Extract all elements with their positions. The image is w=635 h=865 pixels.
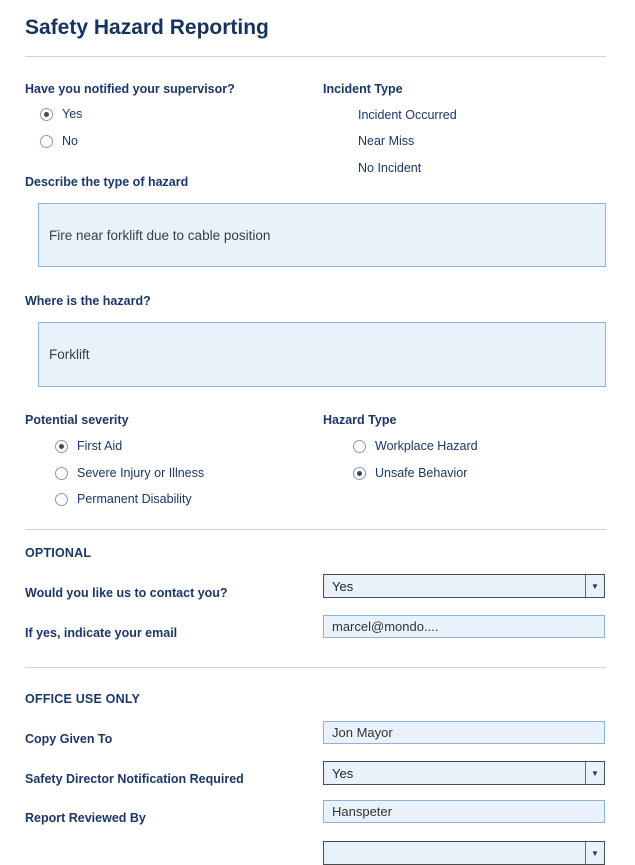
severity-option-first-aid[interactable] [55, 439, 122, 453]
severity-option-severe-injury[interactable] [55, 466, 204, 480]
radio-icon[interactable] [353, 467, 366, 480]
email-label: If yes, indicate your email [25, 626, 178, 640]
radio-icon[interactable] [55, 493, 68, 506]
optional-section-heading: OPTIONAL [25, 546, 92, 560]
radio-label: Severe Injury or Illness [77, 466, 205, 480]
report-reviewed-by-input[interactable] [323, 800, 605, 823]
partial-bottom-select[interactable] [323, 841, 605, 865]
select-value: Yes [332, 765, 354, 781]
hazard-description-label: Describe the type of hazard [25, 175, 189, 189]
email-input[interactable] [323, 615, 605, 638]
supervisor-option-no[interactable] [40, 134, 78, 148]
divider [25, 56, 606, 57]
hazard-location-field[interactable] [38, 322, 606, 387]
supervisor-option-yes[interactable] [40, 107, 82, 121]
radio-icon[interactable] [40, 135, 53, 148]
incident-option-no-incident[interactable]: No Incident [358, 161, 422, 175]
radio-label: No [62, 134, 78, 148]
chevron-down-icon: ▼ [585, 762, 604, 784]
contact-question-label: Would you like us to contact you? [25, 586, 228, 600]
radio-icon[interactable] [55, 467, 68, 480]
chevron-down-icon: ▼ [585, 842, 604, 864]
hazard-type-label: Hazard Type [323, 413, 397, 427]
director-notification-label: Safety Director Notification Required [25, 772, 244, 786]
supervisor-question-label: Have you notified your supervisor? [25, 82, 235, 96]
hazard-location-value: Forklift [49, 347, 90, 362]
divider [25, 667, 606, 668]
divider [25, 529, 606, 530]
copy-given-to-input[interactable] [323, 721, 605, 744]
radio-label: Permanent Disability [77, 492, 192, 506]
page-title: Safety Hazard Reporting [25, 16, 269, 39]
radio-label: Workplace Hazard [375, 439, 478, 453]
radio-icon[interactable] [55, 440, 68, 453]
hazard-description-value: Fire near forklift due to cable position [49, 227, 271, 243]
contact-select[interactable] [323, 574, 605, 598]
copy-given-to-label: Copy Given To [25, 732, 113, 746]
hazard-location-label: Where is the hazard? [25, 294, 151, 308]
office-section-heading: OFFICE USE ONLY [25, 692, 141, 706]
chevron-down-icon: ▼ [585, 575, 604, 597]
incident-type-label: Incident Type [323, 82, 403, 96]
hazard-type-option-workplace[interactable] [353, 439, 478, 453]
select-value: Yes [332, 578, 354, 594]
radio-icon[interactable] [40, 108, 53, 121]
severity-label: Potential severity [25, 413, 129, 427]
incident-option-occurred[interactable]: Incident Occurred [358, 108, 457, 122]
hazard-description-field[interactable] [38, 203, 606, 267]
radio-icon[interactable] [353, 440, 366, 453]
incident-option-near-miss[interactable]: Near Miss [358, 134, 415, 148]
hazard-type-option-unsafe-behavior[interactable] [353, 466, 467, 480]
radio-label: Yes [62, 107, 83, 121]
severity-option-permanent-disability[interactable] [55, 492, 192, 506]
radio-label: First Aid [77, 439, 123, 453]
radio-label: Unsafe Behavior [375, 466, 468, 480]
report-reviewed-by-label: Report Reviewed By [25, 811, 146, 825]
director-notification-select[interactable] [323, 761, 605, 785]
